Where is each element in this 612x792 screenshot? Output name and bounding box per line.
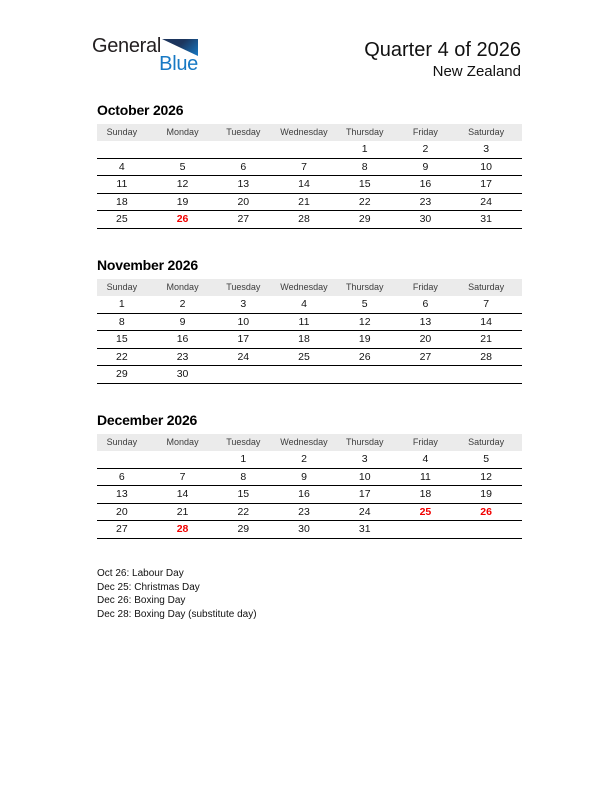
day-cell: 14 <box>480 315 492 328</box>
empty-day-cell <box>279 141 340 158</box>
day-cell: 15 <box>116 333 128 345</box>
day-cell: 16 <box>419 178 432 190</box>
day-cell: 25 <box>298 350 310 363</box>
empty-day-cell <box>461 366 522 383</box>
week-row <box>97 366 522 384</box>
weeks <box>97 141 522 229</box>
day-cell: 30 <box>419 213 432 225</box>
day-cell: 16 <box>298 488 310 500</box>
day-cell: 22 <box>358 195 371 208</box>
weekday-label: Wednesday <box>280 437 328 447</box>
weekday-label: Thursday <box>345 127 384 137</box>
day-cell: 5 <box>483 453 490 465</box>
calendar-content <box>97 102 522 621</box>
week-row <box>97 331 522 349</box>
day-cell: 9 <box>301 470 307 483</box>
day-cell: 27 <box>419 350 432 363</box>
logo-text-general: General <box>91 35 161 57</box>
day-cell: 23 <box>419 195 432 208</box>
day-cell: 3 <box>240 298 247 310</box>
holiday-notes <box>97 567 522 621</box>
title-block <box>364 38 521 82</box>
empty-day-cell <box>461 521 522 538</box>
day-cell: 29 <box>237 523 250 535</box>
weekday-label: Wednesday <box>280 282 328 292</box>
month-title: October 2026 <box>97 102 184 118</box>
day-cell: 15 <box>237 488 250 500</box>
day-cell: 5 <box>361 298 368 310</box>
weekday-label: Monday <box>166 437 199 447</box>
day-cell: 31 <box>358 523 371 535</box>
holiday-note: Dec 25: Christmas Day <box>97 581 200 593</box>
day-cell: 24 <box>237 350 250 363</box>
day-cell: 1 <box>240 453 247 465</box>
day-cell: 25 <box>116 213 128 225</box>
day-cell: 12 <box>358 315 371 328</box>
day-cell: 8 <box>361 160 368 173</box>
empty-day-cell <box>97 141 158 158</box>
holiday-day-cell: 28 <box>176 523 189 535</box>
day-cell: 21 <box>176 505 189 518</box>
holiday-day-cell: 26 <box>176 213 189 225</box>
empty-day-cell <box>97 451 158 468</box>
day-cell: 5 <box>179 160 186 173</box>
weekday-label: Monday <box>166 127 199 137</box>
day-cell: 7 <box>301 160 307 173</box>
day-cell: 6 <box>240 160 247 173</box>
general-blue-logo <box>88 36 198 73</box>
day-cell: 22 <box>237 505 250 518</box>
week-row <box>97 521 522 539</box>
day-cell: 14 <box>176 488 189 500</box>
weekday-label: Tuesday <box>226 282 261 292</box>
day-cell: 3 <box>483 143 490 155</box>
day-cell: 20 <box>419 333 432 345</box>
day-cell: 30 <box>298 523 310 535</box>
empty-day-cell <box>158 451 219 468</box>
day-cell: 23 <box>298 505 310 518</box>
day-cell: 4 <box>301 298 307 310</box>
week-row <box>97 176 522 194</box>
day-cell: 17 <box>480 178 492 190</box>
day-cell: 28 <box>480 350 492 363</box>
weekday-label: Saturday <box>468 282 505 292</box>
week-row <box>97 469 522 487</box>
day-cell: 18 <box>116 195 128 208</box>
weekday-label: Tuesday <box>226 127 261 137</box>
weekday-label: Friday <box>412 282 438 292</box>
holiday-day-cell: 25 <box>419 505 432 518</box>
weekday-label: Sunday <box>106 282 138 292</box>
day-cell: 26 <box>358 350 371 363</box>
day-cell: 10 <box>358 470 371 483</box>
page-subtitle: New Zealand <box>432 63 521 80</box>
day-cell: 13 <box>237 178 250 190</box>
day-cell: 15 <box>358 178 371 190</box>
empty-day-cell <box>401 521 462 538</box>
week-row <box>97 486 522 504</box>
day-cell: 27 <box>116 523 128 535</box>
day-cell: 8 <box>118 315 125 328</box>
day-cell: 20 <box>116 505 128 518</box>
weeks <box>97 451 522 539</box>
day-cell: 8 <box>240 470 247 483</box>
weekday-row <box>97 124 522 141</box>
month-section <box>97 257 522 384</box>
day-cell: 24 <box>358 505 371 518</box>
months-container <box>97 102 522 539</box>
month-section <box>97 412 522 539</box>
week-row <box>97 159 522 177</box>
day-cell: 29 <box>358 213 371 225</box>
day-cell: 3 <box>361 453 368 465</box>
day-cell: 11 <box>116 178 128 190</box>
weekday-label: Saturday <box>468 127 505 137</box>
day-cell: 29 <box>116 368 128 380</box>
day-cell: 6 <box>422 298 429 310</box>
day-cell: 19 <box>358 333 371 345</box>
day-cell: 17 <box>237 333 250 345</box>
weekday-label: Wednesday <box>280 127 328 137</box>
day-cell: 2 <box>179 298 186 310</box>
empty-day-cell <box>401 366 462 383</box>
day-cell: 6 <box>118 470 125 483</box>
weekday-label: Thursday <box>345 437 384 447</box>
day-cell: 30 <box>176 368 189 380</box>
empty-day-cell <box>340 366 401 383</box>
week-row <box>97 141 522 159</box>
logo-text-blue: Blue <box>159 53 198 75</box>
day-cell: 10 <box>480 160 492 173</box>
empty-day-cell <box>218 141 279 158</box>
weekday-row <box>97 279 522 296</box>
day-cell: 4 <box>422 453 429 465</box>
day-cell: 11 <box>419 470 431 483</box>
day-cell: 19 <box>480 488 492 500</box>
holiday-note: Dec 28: Boxing Day (substitute day) <box>97 608 257 620</box>
day-cell: 1 <box>361 143 368 155</box>
day-cell: 9 <box>422 160 429 173</box>
day-cell: 10 <box>237 315 250 328</box>
day-cell: 20 <box>237 195 250 208</box>
weekday-label: Sunday <box>106 127 138 137</box>
day-cell: 9 <box>179 315 186 328</box>
month-title: November 2026 <box>97 257 198 273</box>
weekday-label: Monday <box>166 282 199 292</box>
day-cell: 12 <box>480 470 492 483</box>
month-section <box>97 102 522 229</box>
day-cell: 12 <box>176 178 189 190</box>
day-cell: 13 <box>116 488 128 500</box>
day-cell: 17 <box>358 488 371 500</box>
holiday-note: Dec 26: Boxing Day <box>97 595 186 606</box>
weeks <box>97 296 522 384</box>
page-title: Quarter 4 of 2026 <box>364 39 521 61</box>
day-cell: 11 <box>298 315 310 328</box>
day-cell: 18 <box>419 488 432 500</box>
holiday-day-cell: 26 <box>480 505 492 518</box>
day-cell: 24 <box>480 195 492 208</box>
empty-day-cell <box>279 366 340 383</box>
weekday-label: Tuesday <box>226 437 261 447</box>
day-cell: 1 <box>118 298 125 310</box>
week-row <box>97 349 522 367</box>
day-cell: 18 <box>298 333 310 345</box>
day-cell: 23 <box>176 350 189 363</box>
weekday-label: Sunday <box>106 437 138 447</box>
week-row <box>97 296 522 314</box>
week-row <box>97 314 522 332</box>
weekday-label: Thursday <box>345 282 384 292</box>
page-header <box>88 36 521 82</box>
day-cell: 27 <box>237 213 250 225</box>
day-cell: 2 <box>301 453 307 465</box>
day-cell: 7 <box>179 470 186 483</box>
month-title: December 2026 <box>97 412 198 428</box>
week-row <box>97 194 522 212</box>
day-cell: 14 <box>298 178 310 190</box>
day-cell: 31 <box>480 213 492 225</box>
day-cell: 21 <box>298 195 310 208</box>
week-row <box>97 504 522 522</box>
day-cell: 7 <box>483 298 490 310</box>
week-row <box>97 211 522 229</box>
day-cell: 2 <box>422 143 429 155</box>
day-cell: 13 <box>419 315 432 328</box>
empty-day-cell <box>158 141 219 158</box>
day-cell: 16 <box>176 333 189 345</box>
empty-day-cell <box>218 366 279 383</box>
day-cell: 28 <box>298 213 310 225</box>
week-row <box>97 451 522 469</box>
day-cell: 4 <box>118 160 125 173</box>
holiday-note: Oct 26: Labour Day <box>97 568 184 579</box>
weekday-label: Saturday <box>468 437 505 447</box>
weekday-label: Friday <box>412 437 438 447</box>
day-cell: 19 <box>176 195 189 208</box>
day-cell: 22 <box>116 350 128 363</box>
weekday-label: Friday <box>412 127 438 137</box>
weekday-row <box>97 434 522 451</box>
day-cell: 21 <box>480 333 492 345</box>
